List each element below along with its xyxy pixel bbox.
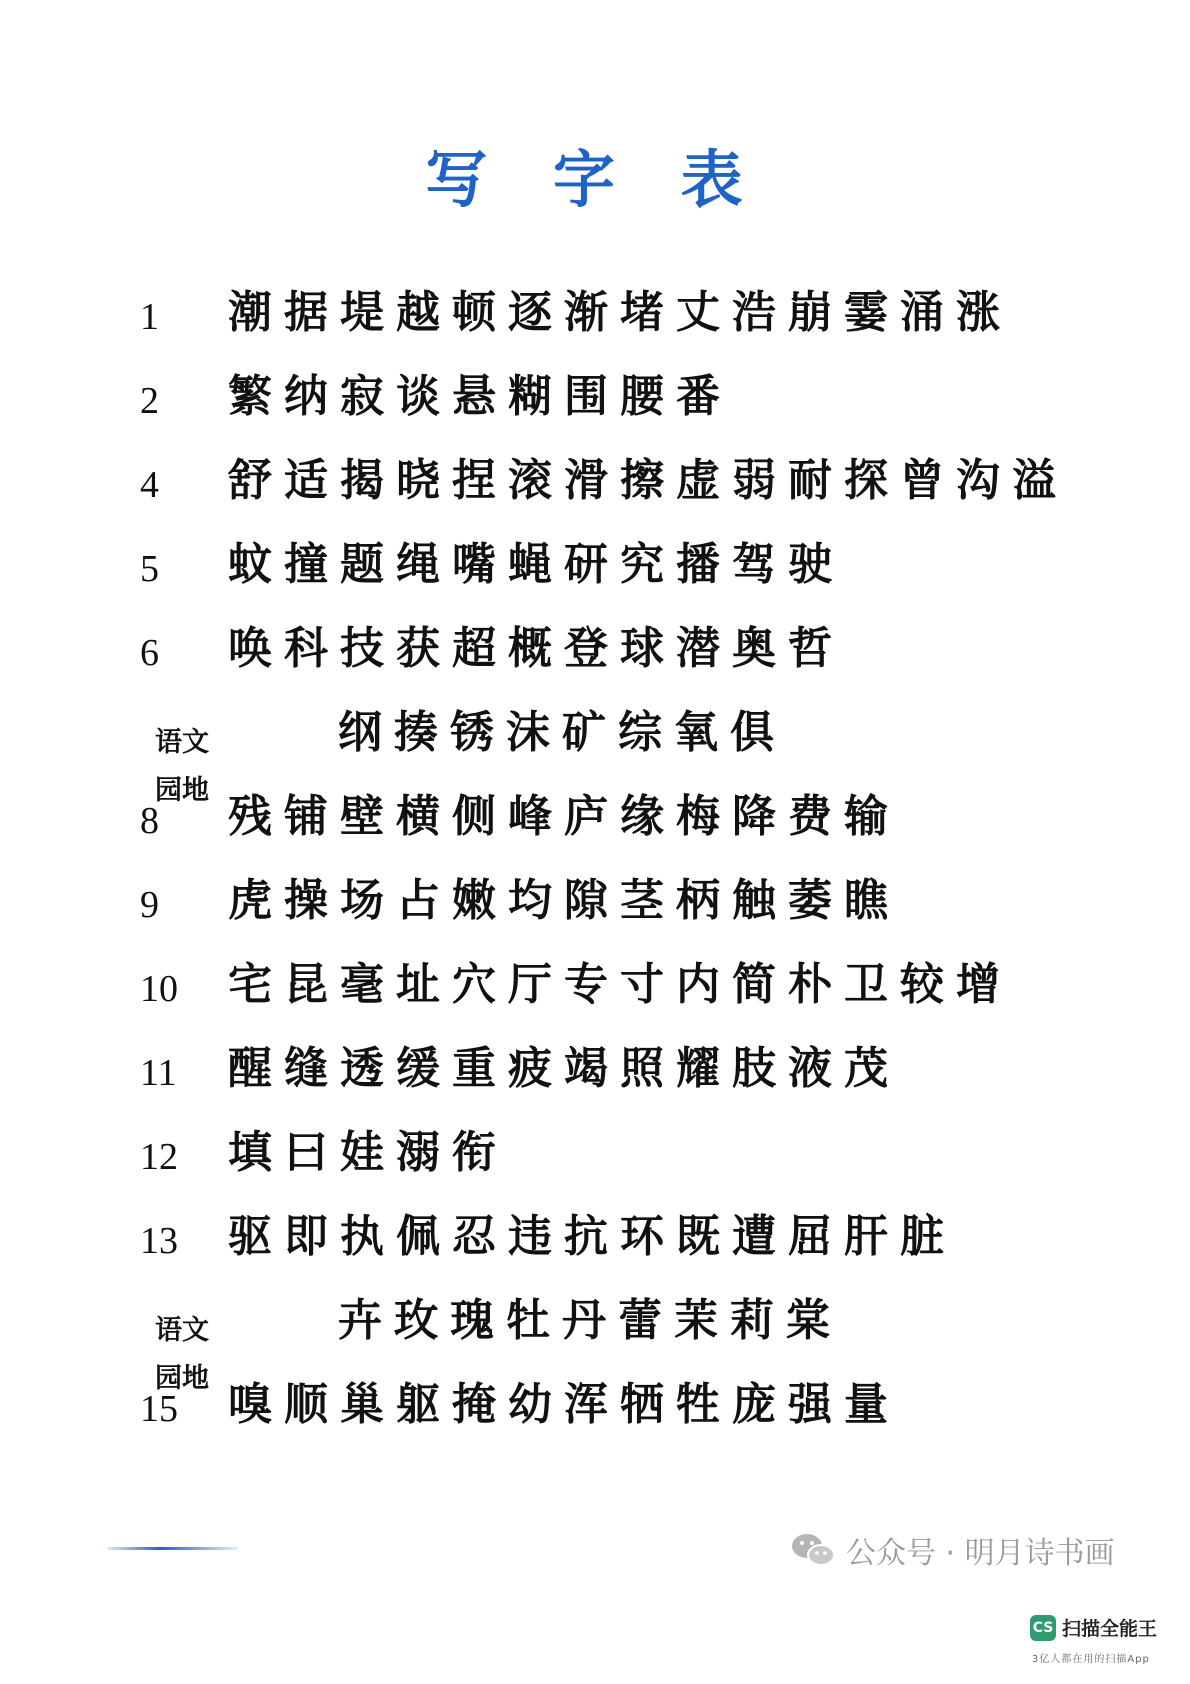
row-characters: 驱即执佩忍违抗环既遭屈肝脏 bbox=[228, 1211, 956, 1262]
scanner-badge bbox=[1030, 1614, 1157, 1641]
list-item bbox=[0, 789, 1190, 873]
list-item bbox=[0, 369, 1190, 453]
list-item bbox=[0, 1209, 1190, 1293]
row-label: 9 bbox=[140, 884, 159, 926]
row-label: 2 bbox=[140, 380, 159, 422]
scanner-app-name: 扫描全能王 bbox=[1062, 1618, 1158, 1640]
wechat-account-text: 公众号 · 明月诗书画 bbox=[846, 1536, 1115, 1571]
scanner-logo-icon: CS bbox=[1030, 1615, 1056, 1641]
row-label: 10 bbox=[140, 968, 178, 1010]
row-label: 5 bbox=[140, 548, 159, 590]
list-item bbox=[0, 1293, 1190, 1394]
row-characters: 纲揍锈沫矿综氧俱 bbox=[338, 707, 786, 758]
list-item bbox=[0, 705, 1190, 806]
list-item bbox=[0, 1377, 1190, 1461]
wechat-icon bbox=[790, 1531, 836, 1569]
row-characters: 繁纳寂谈悬糊围腰番 bbox=[228, 371, 732, 422]
list-item bbox=[0, 621, 1190, 705]
row-characters: 舒适揭晓捏滚滑擦虚弱耐探曾沟溢 bbox=[228, 455, 1068, 506]
page-title: 写 字 表 bbox=[425, 143, 765, 216]
row-label: 6 bbox=[140, 632, 159, 674]
row-label: 12 bbox=[140, 1136, 178, 1178]
row-characters: 嗅顺巢躯掩幼浑牺牲庞强量 bbox=[228, 1379, 900, 1430]
decorative-divider bbox=[108, 1547, 238, 1550]
row-characters: 潮据堤越顿逐渐堵丈浩崩霎涌涨 bbox=[228, 287, 1012, 338]
row-characters: 虎操场占嫩均隙茎柄触萎瞧 bbox=[228, 875, 900, 926]
list-item bbox=[0, 453, 1190, 537]
row-characters: 蚊撞题绳嘴蝇研究播驾驶 bbox=[228, 539, 844, 590]
character-list bbox=[0, 285, 1190, 1461]
list-item bbox=[0, 1125, 1190, 1209]
row-label: 1 bbox=[140, 296, 159, 338]
row-label: 语文园地 bbox=[155, 1315, 209, 1394]
list-item bbox=[0, 1041, 1190, 1125]
row-characters: 宅昆毫址穴厅专寸内简朴卫较增 bbox=[228, 959, 1012, 1010]
row-label: 语文园地 bbox=[155, 727, 209, 806]
row-label: 11 bbox=[140, 1052, 177, 1094]
row-characters: 卉玫瑰牡丹蕾茉莉棠 bbox=[338, 1295, 842, 1346]
list-item bbox=[0, 537, 1190, 621]
row-label: 4 bbox=[140, 464, 159, 506]
wechat-watermark bbox=[790, 1528, 1115, 1572]
row-characters: 唤科技获超概登球潜奥哲 bbox=[228, 623, 844, 674]
row-characters: 填曰娃溺衔 bbox=[228, 1127, 508, 1178]
row-label: 8 bbox=[140, 800, 159, 842]
row-label: 13 bbox=[140, 1220, 178, 1262]
row-characters: 残铺壁横侧峰庐缘梅降费输 bbox=[228, 791, 900, 842]
row-label: 15 bbox=[140, 1388, 178, 1430]
scanner-tagline: 3亿人都在用的扫描App bbox=[1032, 1654, 1150, 1665]
list-item bbox=[0, 285, 1190, 369]
row-characters: 醒缝透缓重疲竭照耀肢液茂 bbox=[228, 1043, 900, 1094]
list-item bbox=[0, 873, 1190, 957]
list-item bbox=[0, 957, 1190, 1041]
